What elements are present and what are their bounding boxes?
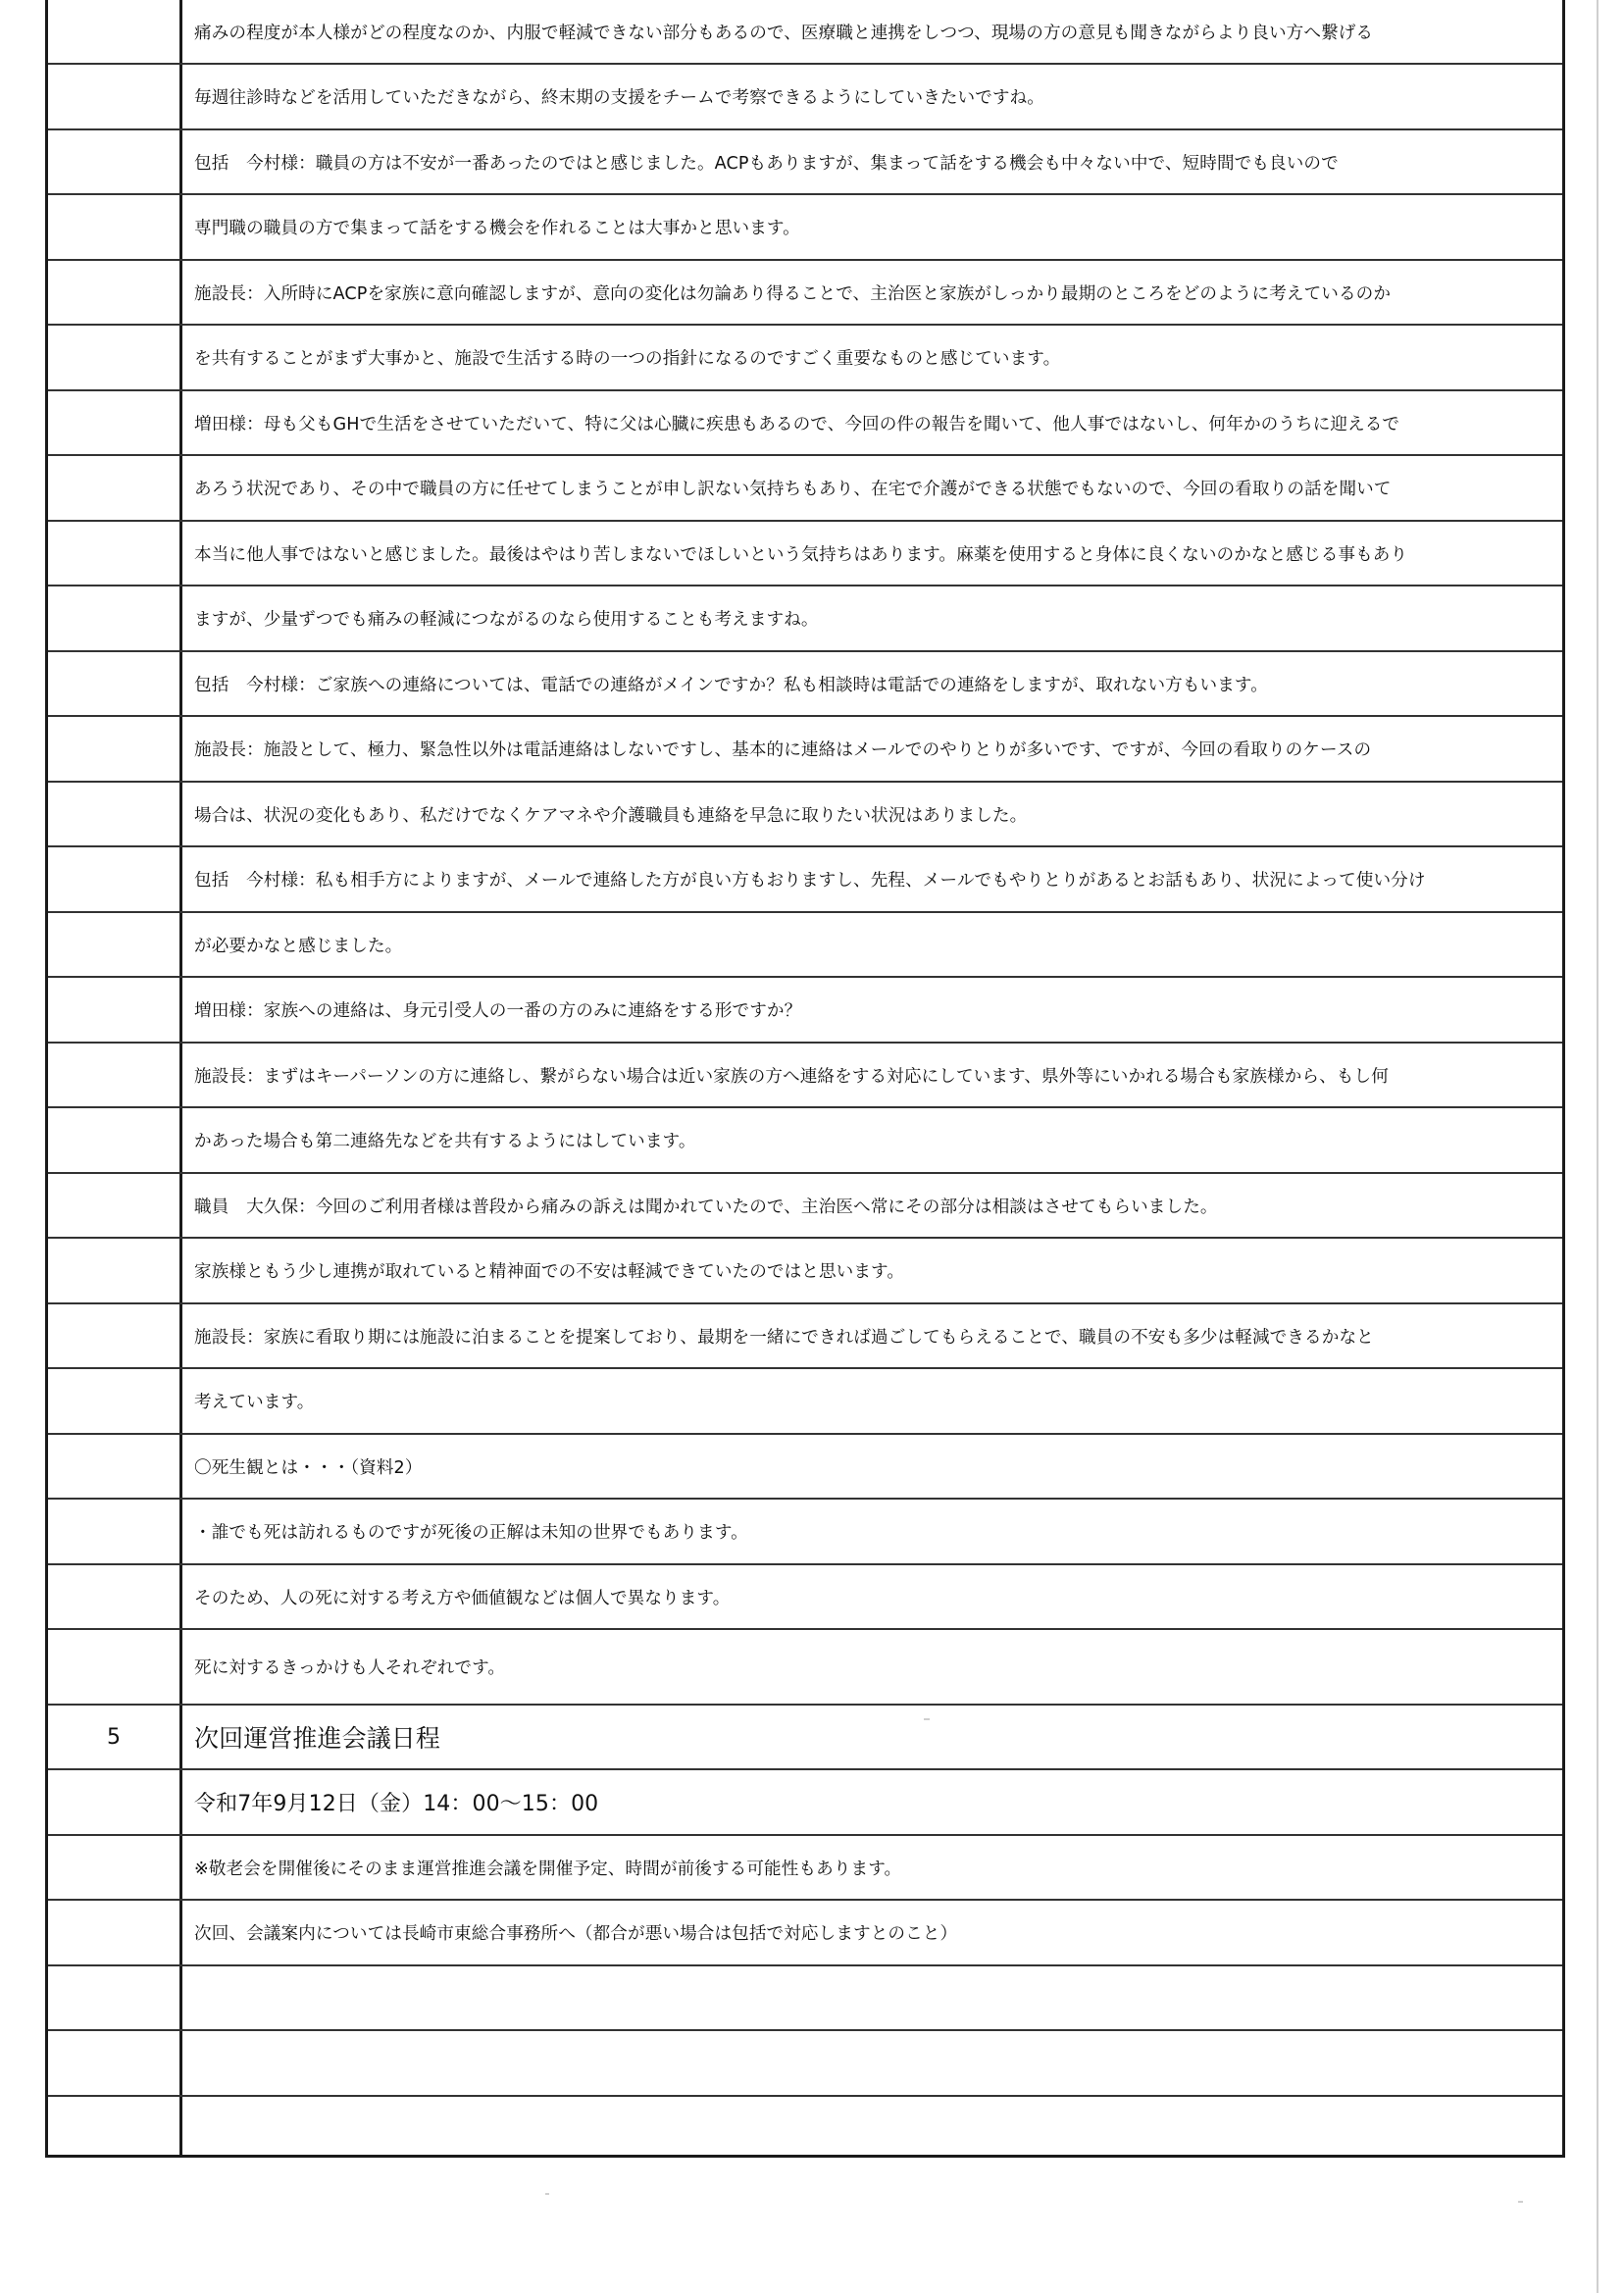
row-text: [194, 1966, 1556, 2029]
row-text: [194, 2031, 1556, 2095]
item-number-cell: [48, 1901, 182, 1964]
section-heading: 次回運営推進会議日程: [194, 1724, 441, 1753]
scan-speck: [924, 1718, 930, 1720]
table-row: [48, 261, 1562, 326]
row-text: かあった場合も第二連絡先などを共有するようにはしています。: [194, 1132, 696, 1151]
item-number-cell: [48, 1435, 182, 1498]
item-number-cell: [48, 1836, 182, 1899]
row-text: 増田様：母も父もGHで生活をさせていただいて、特に父は心臓に疾患もあるので、今回の件の報告を聞いて、他人事ではないし、何年かのうちに迎えるで: [194, 414, 1400, 434]
row-text: 専門職の職員の方で集まって話をする機会を作れることは大事かと思います。: [194, 219, 800, 238]
table-row: [48, 1500, 1562, 1565]
scan-speck: [1518, 2201, 1523, 2203]
table-row: [48, 1044, 1562, 1108]
row-text: 本当に他人事ではないと感じました。最後はやはり苦しまないでほしいという気持ちはあります。麻薬を使用すると身体に良くないのかなと感じる事もあり: [194, 544, 1408, 565]
meeting-date: 令和7年9月12日（金）14：00～15：00: [194, 1792, 599, 1816]
item-number-cell: [48, 456, 182, 520]
row-text: 毎週往診時などを活用していただきながら、終末期の支援をチームで考察できるようにしていきたいですね。: [194, 88, 1044, 108]
item-number-cell: [48, 2031, 182, 2095]
row-text: 包括 今村様：私も相手方によりますが、メールで連絡した方が良い方もおりますし、先程、メールでもやりとりがあるとお話もあり、状況によって使い分け: [194, 871, 1426, 891]
row-text: ・誰でも死は訪れるものですが死後の正解は未知の世界でもあります。: [194, 1523, 748, 1543]
table-row: [48, 1369, 1562, 1435]
table-row: [48, 65, 1562, 130]
item-number-cell: [48, 391, 182, 454]
row-text: 包括 今村様：ご家族への連絡については、電話での連絡がメインですか？私も相談時は電話での連絡をしますが、取れない方もいます。: [194, 675, 1268, 695]
row-text: あろう状況であり、その中で職員の方に任せてしまうことが申し訳ない気持ちもあり、在宅で介護ができる状態でもないので、今回の看取りの話を聞いて: [194, 480, 1392, 499]
table-row: [48, 652, 1562, 717]
item-number-cell: [48, 195, 182, 259]
row-text: 死に対するきっかけも人それぞれです。: [194, 1658, 506, 1678]
table-row: [48, 1706, 1562, 1770]
item-number-cell: [48, 978, 182, 1042]
item-number-cell: [48, 1770, 182, 1834]
table-row: [48, 1901, 1562, 1966]
table-row: [48, 783, 1562, 847]
section-number: 5: [48, 1706, 182, 1768]
row-text: ますが、少量ずつでも痛みの軽減につながるのなら使用することも考えますね。: [194, 610, 819, 630]
item-number-cell: [48, 522, 182, 585]
table-row: [48, 391, 1562, 456]
row-text: 施設長：まずはキーパーソンの方に連絡し、繋がらない場合は近い家族の方へ連絡をする対応にしています、県外等にいかれる場合も家族様から、もし何: [194, 1066, 1389, 1087]
item-number-cell: [48, 652, 182, 715]
table-row: [48, 978, 1562, 1044]
item-number-cell: [48, 2097, 182, 2155]
table-row: [48, 1836, 1562, 1901]
row-text: 施設長：施設として、極力、緊急性以外は電話連絡はしないですし、基本的に連絡はメールでのやりとりが多いです、ですが、今回の看取りのケースの: [194, 740, 1372, 760]
table-row: [48, 847, 1562, 913]
row-text: 家族様ともう少し連携が取れていると精神面での不安は軽減できていたのではと思います。: [194, 1262, 905, 1282]
table-row: [48, 1304, 1562, 1369]
row-text: [194, 2097, 1556, 2155]
item-number-cell: [48, 783, 182, 845]
table-row: [48, 456, 1562, 522]
table-row: [48, 586, 1562, 652]
row-text: 増田様：家族への連絡は、身元引受人の一番の方のみに連絡をする形ですか？: [194, 1001, 802, 1021]
table-row: [48, 1174, 1562, 1239]
table-row: [48, 1630, 1562, 1706]
item-number-cell: [48, 586, 182, 650]
item-number-cell: [48, 717, 182, 781]
row-text: 〇死生観とは・・・（資料2）: [194, 1457, 423, 1478]
item-number-cell: [48, 1565, 182, 1628]
item-number-cell: [48, 1044, 182, 1106]
row-text: 次回、会議案内については長崎市東総合事務所へ（都合が悪い場合は包括で対応しますとのこと）: [194, 1924, 958, 1944]
row-text: 痛みの程度が本人様がどの程度なのか、内服で軽減できない部分もあるので、医療職と連携をしつつ、現場の方の意見も聞きながらより良い方へ繋げる: [194, 23, 1374, 43]
item-number-cell: [48, 847, 182, 911]
table-row: [48, 913, 1562, 978]
table-row: [48, 130, 1562, 195]
table-row: [48, 326, 1562, 391]
table-row: [48, 1565, 1562, 1630]
item-number-cell: [48, 0, 182, 63]
item-number-cell: [48, 1630, 182, 1704]
item-number-cell: [48, 913, 182, 976]
table-row: [48, 1239, 1562, 1304]
row-text: そのため、人の死に対する考え方や価値観などは個人で異なります。: [194, 1588, 731, 1608]
row-text: 包括 今村様：職員の方は不安が一番あったのではと感じました。ACPもありますが、集まって話をする機会も中々ない中で、短時間でも良いので: [194, 153, 1339, 174]
scan-edge-line: [1597, 0, 1599, 2293]
item-number-cell: [48, 1239, 182, 1302]
table-row: [48, 1108, 1562, 1174]
table-row: [48, 2097, 1562, 2155]
table-row: [48, 0, 1562, 65]
row-text: を共有することがまず大事かと、施設で生活する時の一つの指針になるのですごく重要なものと感じています。: [194, 349, 1061, 369]
row-text: ※敬老会を開催後にそのまま運営推進会議を開催予定、時間が前後する可能性もあります。: [194, 1859, 902, 1879]
item-number-cell: [48, 1369, 182, 1433]
table-row: [48, 2031, 1562, 2097]
table-row: [48, 195, 1562, 261]
item-number-cell: [48, 130, 182, 193]
item-number-cell: [48, 1966, 182, 2029]
item-number-cell: [48, 1304, 182, 1367]
minutes-table: [45, 0, 1565, 2158]
item-number-cell: [48, 65, 182, 128]
table-row: [48, 1966, 1562, 2031]
row-text: 場合は、状況の変化もあり、私だけでなくケアマネや介護職員も連絡を早急に取りたい状況はありました。: [194, 805, 1028, 826]
item-number-cell: [48, 1174, 182, 1237]
table-row: [48, 717, 1562, 783]
row-text: 考えています。: [194, 1393, 315, 1412]
row-text: が必要かなと感じました。: [194, 936, 403, 956]
row-text: 施設長：入所時にACPを家族に意向確認しますが、意向の変化は勿論あり得ることで、主治医と家族がしっかり最期のところをどのように考えているのか: [194, 283, 1392, 304]
table-row: [48, 1770, 1562, 1836]
row-text: 施設長：家族に看取り期には施設に泊まることを提案しており、最期を一緒にできれば過ごしてもらえることで、職員の不安も多少は軽減できるかなと: [194, 1327, 1374, 1348]
table-row: [48, 1435, 1562, 1500]
scan-speck: [545, 2193, 549, 2195]
item-number-cell: [48, 1500, 182, 1563]
item-number-cell: [48, 326, 182, 389]
table-row: [48, 522, 1562, 586]
item-number-cell: [48, 1108, 182, 1172]
item-number-cell: [48, 261, 182, 324]
row-text: 職員 大久保：今回のご利用者様は普段から痛みの訴えは聞かれていたので、主治医へ常にその部分は相談はさせてもらいました。: [194, 1197, 1218, 1217]
